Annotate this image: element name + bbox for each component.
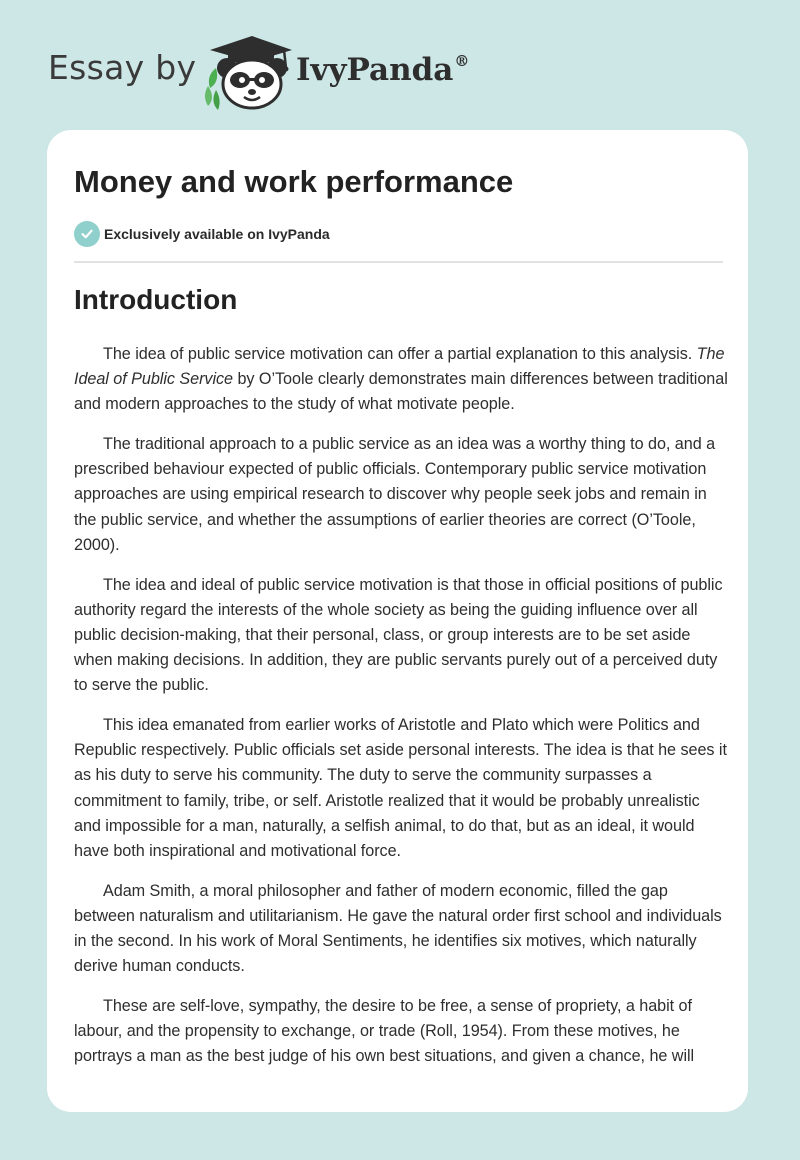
paragraph-rest: by O’Toole clearly demonstrates main differences between traditional and modern approaches to the study of what motivate people. <box>74 370 728 414</box>
essay-card <box>47 130 748 1112</box>
essay-by-label: Essay by <box>48 48 197 87</box>
paragraph: The traditional approach to a public service as an idea was a worthy thing to do, and a prescribed behaviour expected of public officials. Contemporary public service motivation approaches are using empirical research to discover why people seek jobs and remain in the public service, and whether the assumptions of earlier theories are correct (O’Toole, 2000). <box>74 435 716 554</box>
paragraph: The idea and ideal of public service motivation is that those in official positions of public authority regard the interests of the whole society as being the guiding influence over all public decision-making, that their personal, class, or group interests are to be set aside when making decisions. In addition, they are public servants purely out of a perceived duty to serve the public. <box>74 575 723 695</box>
registered-mark: ® <box>454 52 470 70</box>
exclusive-badge-label: Exclusively available on IvyPanda <box>104 226 330 242</box>
paragraph: Adam Smith, a moral philosopher and father of modern economic, filled the gap between naturalism and utilitarianism. He gave the natural order first school and individuals in the second. In his work of Moral Sentiments, he identifies six motives, which naturally derive human conducts. <box>74 881 722 976</box>
divider <box>74 261 723 263</box>
page-title: Money and work performance <box>74 164 514 199</box>
essay-body <box>74 342 730 1084</box>
section-heading: Introduction <box>74 284 238 315</box>
paragraph: This idea emanated from earlier works of Aristotle and Plato which were Politics and Republic respectively. Public officials set aside personal interests. The idea is that he sees it as his duty to serve his community. The duty to serve the community surpasses a commitment to family, tribe, or self. Aristotle realized that it would be probably unrealistic and impossible for a man, naturally, a selfish animal, to do that, but as an ideal, it would have both inspirational and motivational force. <box>74 716 727 860</box>
brand-text: IvyPanda <box>296 52 454 88</box>
paragraph <box>74 342 730 417</box>
site-header <box>48 30 508 110</box>
paragraph: These are self-love, sympathy, the desire to be free, a sense of propriety, a habit of labour, and the propensity to exchange, or trade (Roll, 1954). From these motives, he portrays a man as the best judge of his own best situations, and given a chance, he will <box>74 997 695 1066</box>
check-circle-icon <box>74 221 100 247</box>
book-title: The Ideal of Public Service <box>74 345 725 389</box>
exclusive-badge <box>74 221 330 247</box>
brand-name <box>296 52 469 88</box>
paragraph-lead: The idea of public service motivation can offer a partial explanation to this analysis. <box>103 345 697 363</box>
panda-graduate-icon <box>200 34 292 110</box>
